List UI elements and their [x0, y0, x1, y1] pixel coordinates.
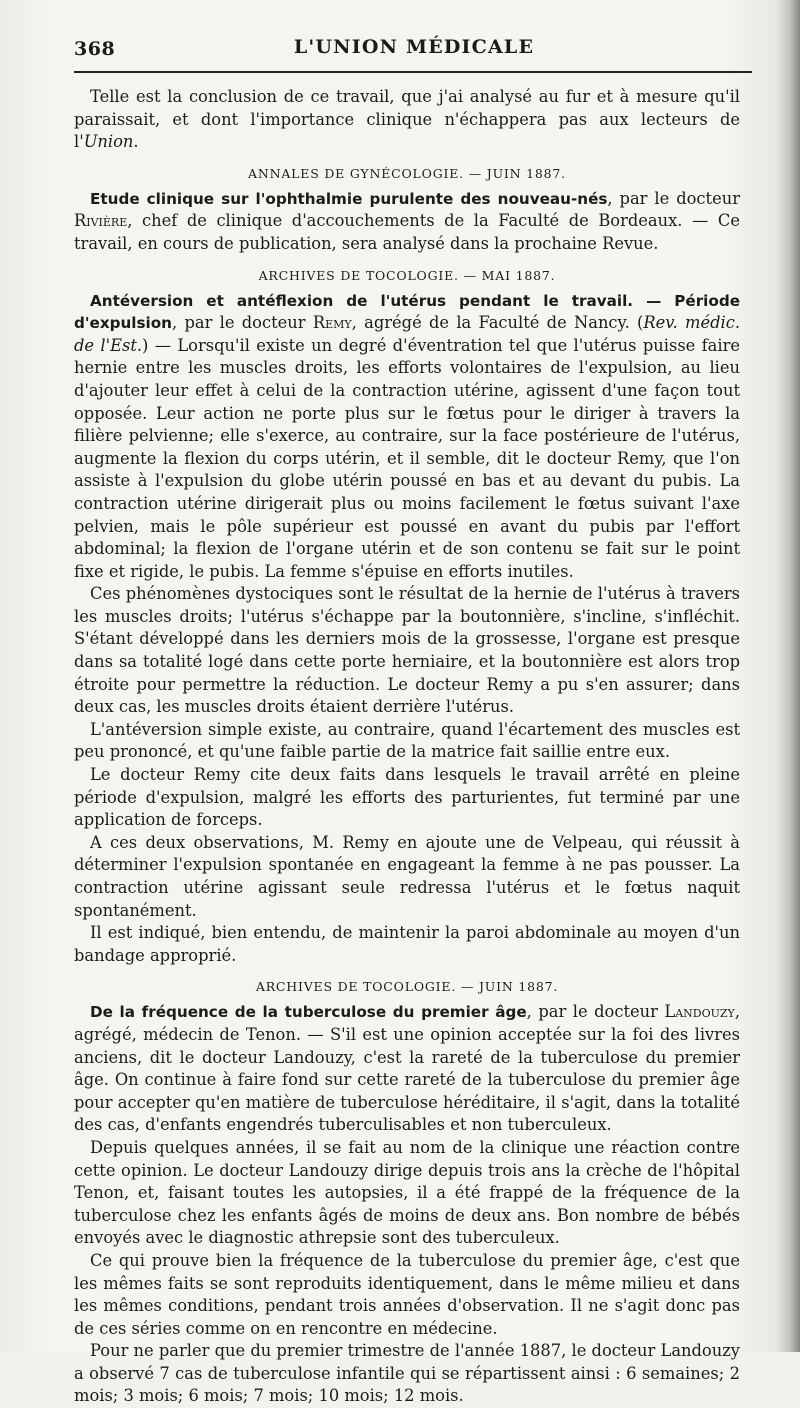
section-3-author-pre: , par le docteur [526, 1002, 665, 1022]
intro-text: Telle est la conclusion de ce travail, que j'ai analysé au fur et à mesure qu'il paraissait, et dont l'importance clinique n'échappera pas aux lecteurs de l' [74, 87, 740, 152]
section-3-paragraph-3: Ce qui prouve bien la fréquence de la tuberculose du premier âge, c'est que les mêmes faits se sont reproduits identiquement, dans le même milieu et dans les mêmes conditions, pendant trois années d'observation. Il ne s'agit donc pas de ces séries comme on en rencontre en médecine. [74, 1250, 740, 1338]
section-1-title: Etude clinique sur l'ophthalmie purulente des nouveau-nés [90, 189, 608, 208]
page-header [74, 32, 754, 62]
section-1-author: Rivière [74, 211, 128, 231]
article-body [74, 86, 740, 1408]
section-3-paragraph-2: Depuis quelques années, il se fait au nom de la clinique une réaction contre cette opinion. Le docteur Landouzy dirige depuis trois ans la crèche de l'hôpital Tenon, et, faisant toutes les autopsies, il a été frappé de la fréquence de la tuberculose chez les enfants âgés de moins de deux ans. Bon nombre de bébés envoyés avec le diagnostic athrepsie sont des tuberculeux. [74, 1137, 740, 1248]
section-3-body: , agrégé, médecin de Tenon. — S'il est une opinion acceptée sur la foi des livres anciens, dit le docteur Landouzy, c'est la rareté de la tuberculose du premier âge. On continue à faire fond sur cette rareté de la tuberculose du premier âge pour accepter qu'en matière de tuberculose héréditaire, il s'agit, dans la totalité des cas, d'enfants engendrés tuberculisables et non tuberculeux. [74, 1002, 740, 1135]
page-number: 368 [74, 38, 116, 60]
section-3-paragraph [74, 1001, 740, 1137]
page-edge-shadow [774, 0, 800, 1352]
section-2-author: Remy [312, 313, 352, 333]
section-heading-1: ANNALES DE GYNÉCOLOGIE. — JUIN 1887. [248, 165, 566, 181]
section-2-author-pre: , par le docteur [172, 313, 313, 333]
section-heading-3: ARCHIVES DE TOCOLOGIE. — JUIN 1887. [255, 979, 559, 995]
section-1-author-pre: , par le docteur [607, 188, 740, 208]
section-2-title: Antéversion et antéflexion de l'utérus pendant le travail. — Période d'expulsion [74, 291, 740, 333]
section-1-paragraph [74, 188, 740, 256]
section-2-paragraph-3: L'antéversion simple existe, au contraire, quand l'écartement des muscles est peu prononcé, et qu'une faible partie de la matrice fait saillie entre eux. [74, 719, 740, 762]
section-3-title: De la fréquence de la tuberculose du premier âge [90, 1003, 527, 1022]
intro-paragraph [74, 86, 740, 154]
section-2-paragraph-6: Il est indiqué, bien entendu, de maintenir la paroi abdominale au moyen d'un bandage approprié. [74, 923, 740, 965]
section-2-body-a: , agrégé de la Faculté de Nancy. ( [351, 313, 644, 333]
section-2-paragraph-2: Ces phénomènes dystociques sont le résultat de la hernie de l'utérus à travers les muscles droits; l'utérus s'échappe par la boutonnière, s'incline, s'infléchit. S'étant développé dans les derniers mois de la grossesse, l'organe est presque dans sa totalité logé dans cette porte herniaire, et la boutonnière est alors trop étroite pour permettre la réduction. Le docteur Remy a pu s'en assurer; dans deux cas, les muscles droits étaient derrière l'utérus. [74, 584, 740, 717]
section-2-source: Rev. médic. de l'Est. [74, 313, 741, 355]
section-1-body: , chef de clinique d'accouchements de la Faculté de Bordeaux. — Ce travail, en cours de publication, sera analysé dans la prochaine Revue. [74, 211, 740, 253]
section-2-paragraph-4: Le docteur Remy cite deux faits dans lesquels le travail arrêté en pleine période d'expulsion, malgré les efforts des parturientes, fut terminé par une application de forceps. [74, 765, 740, 830]
section-2-paragraph-5: A ces deux observations, M. Remy en ajoute une de Velpeau, qui réussit à déterminer l'expulsion spontanée en engageant la femme à ne pas pousser. La contraction utérine agissant seule redressa l'utérus et le fœtus naquit spontanément. [74, 832, 740, 920]
section-2-paragraph [74, 290, 740, 584]
intro-text-end: . [133, 132, 139, 152]
running-title: L'UNION MÉDICALE [293, 36, 535, 58]
section-heading-2: ARCHIVES DE TOCOLOGIE. — MAI 1887. [258, 267, 556, 283]
intro-journal: Union [83, 132, 134, 152]
section-2-body-b: ) — Lorsqu'il existe un degré d'éventration tel que l'utérus puisse faire hernie entre les muscles droits, les efforts volontaires de l'expulsion, au lieu d'ajouter leur effet à celui de la contraction utérine, agissent d'une façon tout opposée. Leur action ne porte plus sur le fœtus pour le diriger à travers la filière pelvienne; elle s'exerce, au contraire, sur la face postérieure de l'utérus, augmente la flexion du corps utérin, et il semble, dit le docteur Remy, que l'on assiste à l'expulsion du globe utérin poussé en bas et au devant du pubis. La contraction utérine dirigerait plus ou moins facilement le fœtus suivant l'axe pelvien, mais le pôle supérieur est poussé en avant du pubis par l'effort abdominal; la flexion de l'organe utérin et de son contenu se fait sur le point fixe et rigide, le pubis. La femme s'épuise en efforts inutiles. [74, 335, 741, 581]
header-rule [74, 71, 752, 73]
section-3-author: Landouzy [664, 1002, 735, 1022]
section-3-paragraph-4: Pour ne parler que du premier trimestre de l'année 1887, le docteur Landouzy a observé 7 cas de tuberculose infantile qui se répartissent ainsi : 6 semaines; 2 mois; 3 mois; 6 mois; 7 mois; 10 mois; 12 mois. [74, 1341, 740, 1406]
